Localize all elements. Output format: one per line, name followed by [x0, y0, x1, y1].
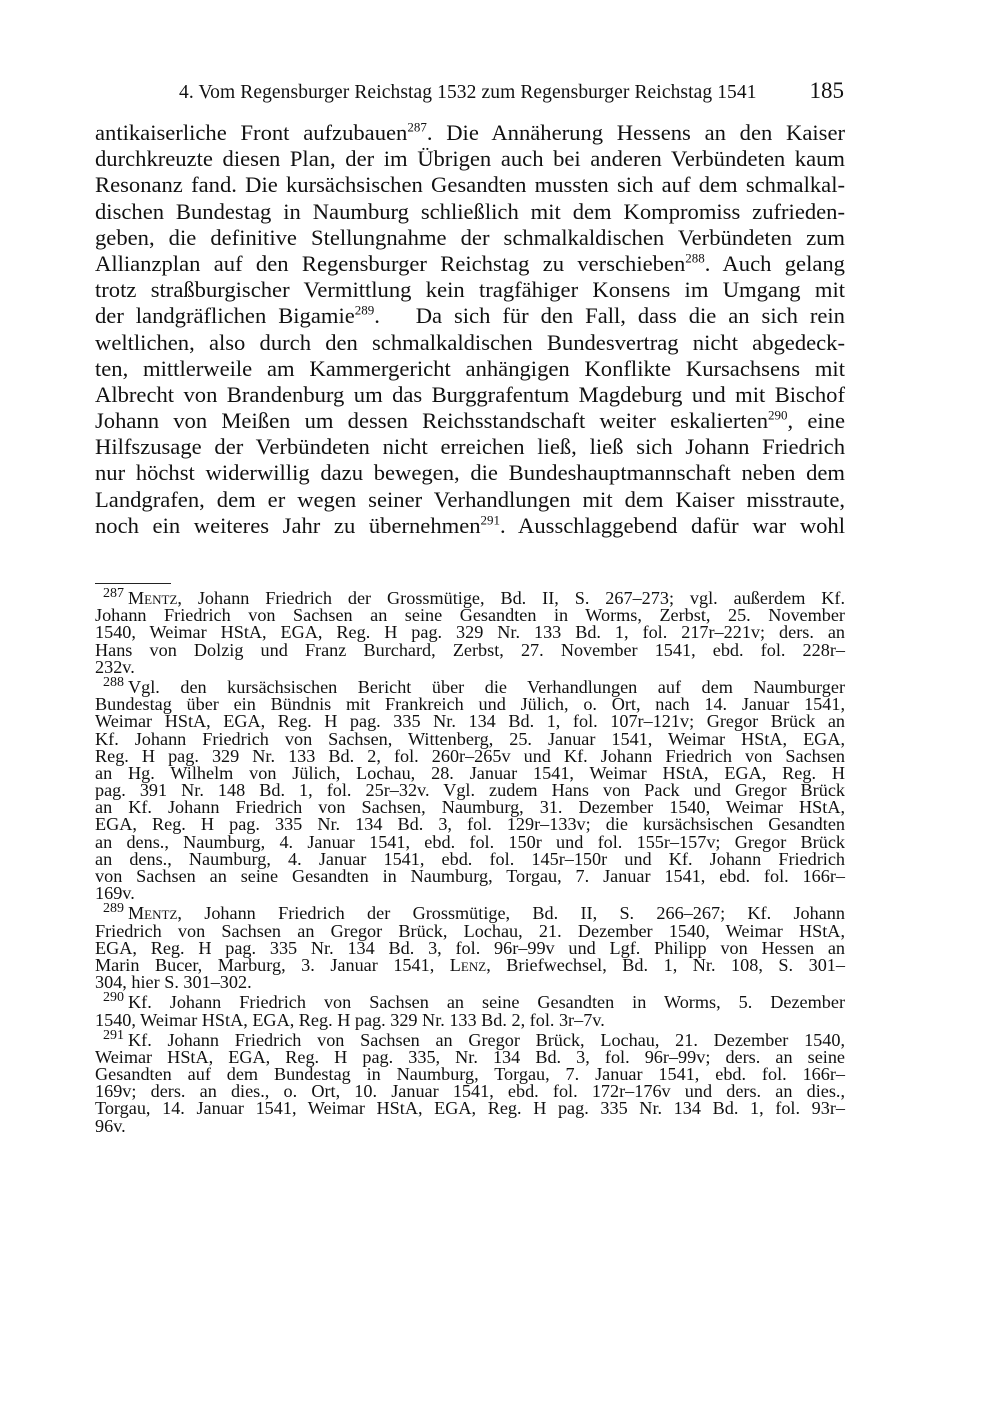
footnote-number: 288	[103, 674, 124, 690]
footnote-ref[interactable]: 288	[685, 250, 705, 266]
body-line: noch ein weiteres Jahr zu übernehmen$^{291}$. Ausschlaggebend dafür war wohl	[95, 512, 846, 538]
body-line: geben, die definitive Stellungnahme der schmalkaldischen Verbündeten zum	[95, 224, 845, 250]
author-name: Lenz	[449, 954, 487, 975]
body-line: Albrecht von Brandenburg um das Burggrafentum Magdeburg und mit Bischof	[95, 381, 845, 407]
body-line: Landgrafen, dem er wegen seiner Verhandlungen mit dem Kaiser misstraute,	[95, 486, 845, 512]
body-line: trotz straßburgischer Vermittlung kein tragfähiger Konsens im Umgang mit	[95, 277, 845, 303]
page-header	[95, 80, 850, 108]
footnote-291: $^{291}$ Kf. Johann Friedrich von Sachsen an Gregor Brück, Lochau, 21. Dezember 1540, Weimar HStA, EGA, Reg. H pag. 335, Nr. 134 Bd. 3, fol. 96r–99v; ders. an seine Gesandten auf dem Bundestag in Naumburg, Torgau, 7. Januar 1541, ebd. fol. 166r– 169v; ders. an dies., o. Ort, 10. Januar 1541, ebd. fol. 172r–176v und ders. an dies., Torgau, 14. Januar 1541, Weimar HStA, EGA, Reg. H pag. 335 Nr. 134 Bd. 1, fol. 93r– 96v.	[95, 1027, 845, 1136]
body-line: weltlichen, also durch den schmalkaldischen Bundesvertrag nicht abgedeck-	[95, 329, 845, 355]
body-line: Hilfszusage der Verbündeten nicht erreichen ließ, ließ sich Johann Friedrich	[95, 434, 845, 460]
footnote-number: 289	[103, 901, 124, 917]
author-name: Mentz	[128, 903, 178, 924]
body-text	[95, 120, 845, 539]
footnote-289: $^{289}$ Mentz, Johann Friedrich der Grossmütige, Bd. II, S. 266–267; Kf. Johann Friedrich von Sachsen an Gregor Brück, Lochau, 21. Dezember 1540, Weimar HStA, EGA, Reg. H pag. 335 Nr. 134 Bd. 3, fol. 96r–99v und Lgf. Philipp von Hessen an Marin Bucer, Marburg, 3. Januar 1541, Lenz, Briefwechsel, Bd. 1, Nr. 108, S. 301– 304, hier S. 301–302.	[95, 901, 845, 993]
running-head: 4. Vom Regensburger Reichstag 1532 zum Regensburger Reichstag 1541	[179, 82, 757, 103]
footnote-ref[interactable]: 289	[354, 302, 375, 318]
body-line: Johann von Meißen um dessen Reichsstandschaft weiter eskalierten$^{290}$, eine	[95, 407, 845, 434]
body-line: dischen Bundestag in Naumburg schließlich mit dem Kompromiss zufrieden-	[95, 198, 845, 224]
body-line: ten, mittlerweile am Kammergericht anhängigen Konflikte Kursachsens mit	[95, 355, 845, 381]
footnote-number: 290	[103, 990, 124, 1006]
author-name: Mentz	[128, 588, 178, 608]
body-line: Allianzplan auf den Regensburger Reichstag zu verschieben$^{288}$. Auch gelang	[95, 250, 845, 276]
footnote-number: 291	[103, 1027, 124, 1043]
footnote-288: $^{288}$ Vgl. den kursächsischen Bericht über die Verhandlungen auf dem Naumburger Bundestag über ein Bündnis mit Frankreich und Jülich, o. Ort, nach 14. Januar 1541, Weimar HStA, EGA, Reg. H pag. 335 Nr. 134 Bd. 1, fol. 107r–121v; Gregor Brück an Kf. Johann Friedrich von Sachsen, Wittenberg, 25. Januar 1541, Weimar HStA, EGA, Reg. H pag. 329 Nr. 133 Bd. 2, fol. 260r–265v und Kf. Johann Friedrich von Sachsen an Hg. Wilhelm von Jülich, Lochau, 28. Januar 1541, Weimar HStA, EGA, Reg. H pag. 391 Nr. 148 Bd. 1, fol. 25r–32v. Vgl. zudem Hans von Pack und Gregor Brück an Kf. Johann Friedrich von Sachsen, Naumburg, 31. Dezember 1540, Weimar HStA, EGA, Reg. H pag. 335 Nr. 134 Bd. 3, fol. 129r–133v; die kursächsischen Gesandten an dens., Naumburg, 4. Januar 1541, ebd. fol. 150r und fol. 155r–157v; Gregor Brück an dens., Naumburg, 4. Januar 1541, ebd. fol. 145r–150r und Kf. Johann Friedrich von Sachsen an seine Gesandten in Naumburg, Torgau, 7. Januar 1541, ebd. fol. 166r– 169v.	[95, 674, 845, 904]
footnote-ref[interactable]: 287	[407, 119, 427, 135]
page-number: 185	[809, 78, 844, 103]
body-line: durchkreuzte diesen Plan, der im Übrigen auch bei anderen Verbündeten kaum	[95, 146, 845, 172]
footnote-separator	[95, 583, 171, 584]
body-line: Resonanz fand. Die kursächsischen Gesandten mussten sich auf dem schmalkal-	[95, 172, 845, 198]
body-line: antikaiserliche Front aufzubauen$^{287}$. Die Annäherung Hessens an den Kaiser	[95, 119, 845, 145]
footnote-number: 287	[103, 585, 124, 601]
footnote-ref[interactable]: 290	[768, 407, 788, 423]
footnote-290: $^{290}$ Kf. Johann Friedrich von Sachsen an seine Gesandten in Worms, 5. Dezember 1540, Weimar HStA, EGA, Reg. H pag. 329 Nr. 133 Bd. 2, fol. 3r–7v.	[95, 990, 845, 1030]
footnote-ref[interactable]: 291	[480, 512, 501, 528]
body-line: der landgräflichen Bigamie$^{289}$. Da sich für den Fall, dass die an sich rein	[95, 302, 845, 329]
footnotes	[95, 585, 845, 1138]
body-line: nur höchst widerwillig dazu bewegen, die Bundeshauptmannschaft neben dem	[95, 460, 845, 486]
footnote-287: $^{287}$ Mentz, Johann Friedrich der Grossmütige, Bd. II, S. 267–273; vgl. außerdem Kf. Johann Friedrich von Sachsen an seine Gesandten in Worms, Zerbst, 25. November 1540, Weimar HStA, EGA, Reg. H pag. 329 Nr. 133 Bd. 1, fol. 217r–221v; ders. an Hans von Dolzig und Franz Burchard, Zerbst, 27. November 1541, ebd. fol. 228r– 232v.	[95, 585, 845, 677]
